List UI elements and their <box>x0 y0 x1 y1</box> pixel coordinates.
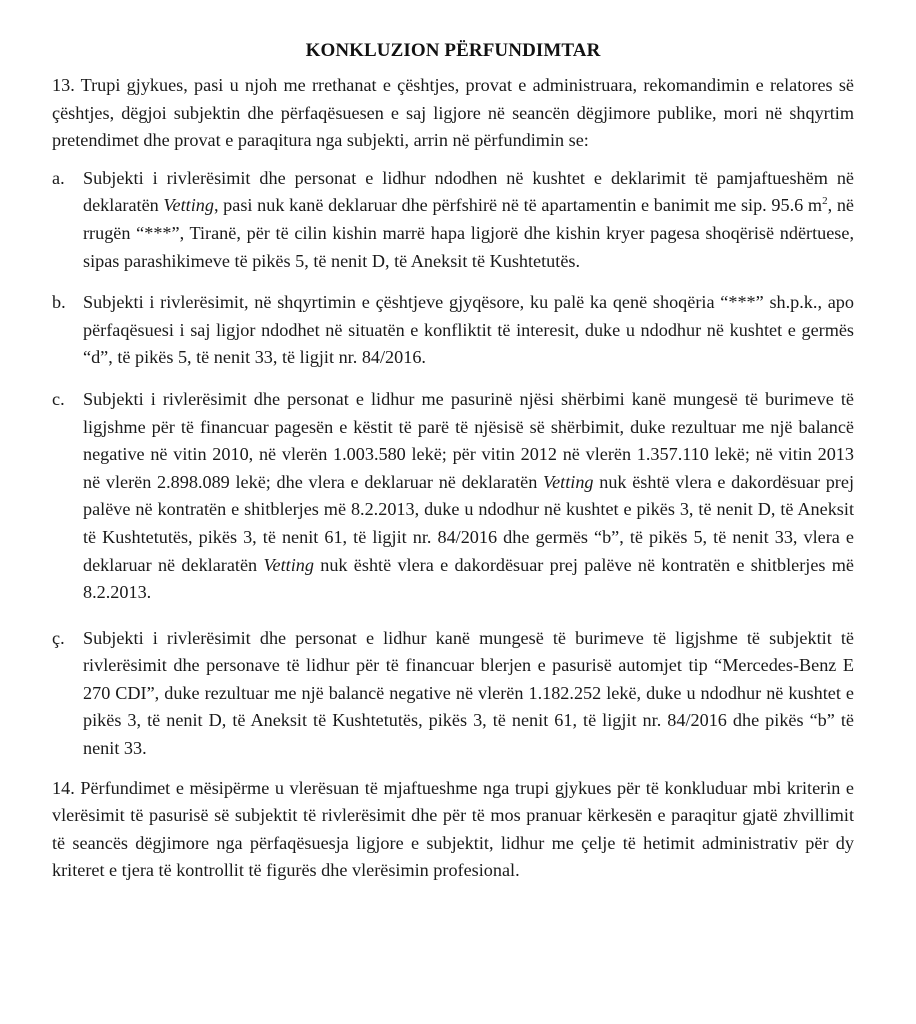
list-item-text <box>83 165 854 275</box>
superscript: 2 <box>822 195 828 208</box>
paragraph-13-number: 13. <box>52 75 75 95</box>
document-title: KONKLUZION PËRFUNDIMTAR <box>305 40 601 61</box>
text-segment: nuk është vlera e dakordësuar prej palëve në kontratën e shitblerjes më 8.2.2013. <box>83 554 854 603</box>
paragraph-14-number: 14. <box>52 777 75 798</box>
list-marker: ç. <box>52 627 65 648</box>
italic-term: Vetting <box>163 195 214 216</box>
list-marker: a. <box>52 167 65 188</box>
paragraph-14-text: Përfundimet e mësipërme u vlerësuan të mjaftueshme nga trupi gjykues për të konkluduar mbi kriterin e vlerësimit të pasurisë së subjektit të rivlerësimit dhe për të mos pranuar kërkesën e paraqitur gjatë zhvillimit të seancës dëgjimore nga përfaqësuesja ligjore e subjektit, lidhur me çelje të hetimit administrativ për dy kriteret e tjera të kontrollit të figurës dhe vlerësimin profesional. <box>52 777 855 881</box>
list-item-text: Subjekti i rivlerësimit, në shqyrtimin e çështjeve gjyqësore, ku palë ka qenë shoqëria “***” sh.p.k., apo përfaqësuesi i saj ligjor ndodhet në situatën e konfliktit të interesit, duke u ndodhur në kushtet e germës “d”, të pikës 5, të nenit 33, të ligjit nr. 84/2016. <box>83 292 854 368</box>
paragraph-13-text: Trupi gjykues, pasi u njoh me rrethanat e çështjes, provat e administruara, rekomandimin e relatores së çështjes, dëgjoi subjektin dhe përfaqësuesen e saj ligjore në seancën dëgjimore publike, mori në shqyrtim pretendimet dhe provat e paraqitura nga subjekti, arrin në përfundimin se: <box>52 75 854 151</box>
text-segment: Subjekti i rivlerësimit dhe personat e lidhur me pasurinë njësi shërbimi kanë mungesë të burimeve të ligjshme për të financuar pagesën e këstit të parë të njësisë së shërbimit, duke rezultuar me një balancë negative në vitin 2010, në vlerën 1.003.580 lekë; për vitin 2012 në vlerën 1.357.110 lekë; në vitin 2013 në vlerën 2.898.089 lekë; dhe vlera e deklaruar në deklaratën <box>83 388 854 492</box>
text-segment: , pasi nuk kanë deklaruar dhe përfshirë në të apartamentin e banimit me sip. 95.6 m <box>213 195 823 216</box>
list-marker: c. <box>52 388 65 409</box>
text-segment: nuk është vlera e dakordësuar prej palëve në kontratën e shitblerjes më 8.2.2013, duke u ndodhur në kushtet e pikës 3, të nenit D, të Aneksit të Kushtetutës, pikës 3, të nenit 61, të ligjit nr. 84/2016 dhe germës “b”, të pikës 5, të nenit 33, vlera e deklaruar në deklaratën <box>83 471 854 575</box>
document-page <box>52 38 854 885</box>
list-marker: b. <box>52 292 66 313</box>
paragraph-13 <box>52 72 854 155</box>
list-item-c <box>52 386 854 607</box>
list-item-text: Subjekti i rivlerësimit dhe personat e lidhur kanë mungesë të burimeve të ligjshme të subjektit të rivlerësimit dhe personave të lidhur për të financuar blerjen e pasurisë automjet tip “Mercedes-Benz E 270 CDI”, duke rezultuar me një balancë negative në vlerën 1.182.252 lekë, duke u ndodhur në kushtet e pikës 3, të nenit D, të Aneksit të Kushtetutës, pikës 3, të nenit 61, të ligjit nr. 84/2016 dhe pikës “b” të nenit 33. <box>83 627 854 759</box>
paragraph-14 <box>52 775 854 885</box>
italic-term: Vetting <box>263 554 314 575</box>
italic-term: Vetting <box>543 471 594 492</box>
list-item-b <box>52 289 854 372</box>
list-item-c-cedilla <box>52 625 854 763</box>
text-segment: , në rrugën “***”, Tiranë, për të cilin kishin marrë hapa ligjorë dhe kishin kryer pagesa shoqërisë ndërtuese, sipas parashikimeve të pikës 5, të nenit D, të Aneksit të Kushtetutës. <box>83 195 854 271</box>
list-item-text <box>83 386 854 607</box>
text-segment: Subjekti i rivlerësimit dhe personat e lidhur ndodhen në kushtet e deklarimit të pamjaftueshëm në deklaratën <box>83 167 854 216</box>
list-item-a <box>52 165 854 275</box>
